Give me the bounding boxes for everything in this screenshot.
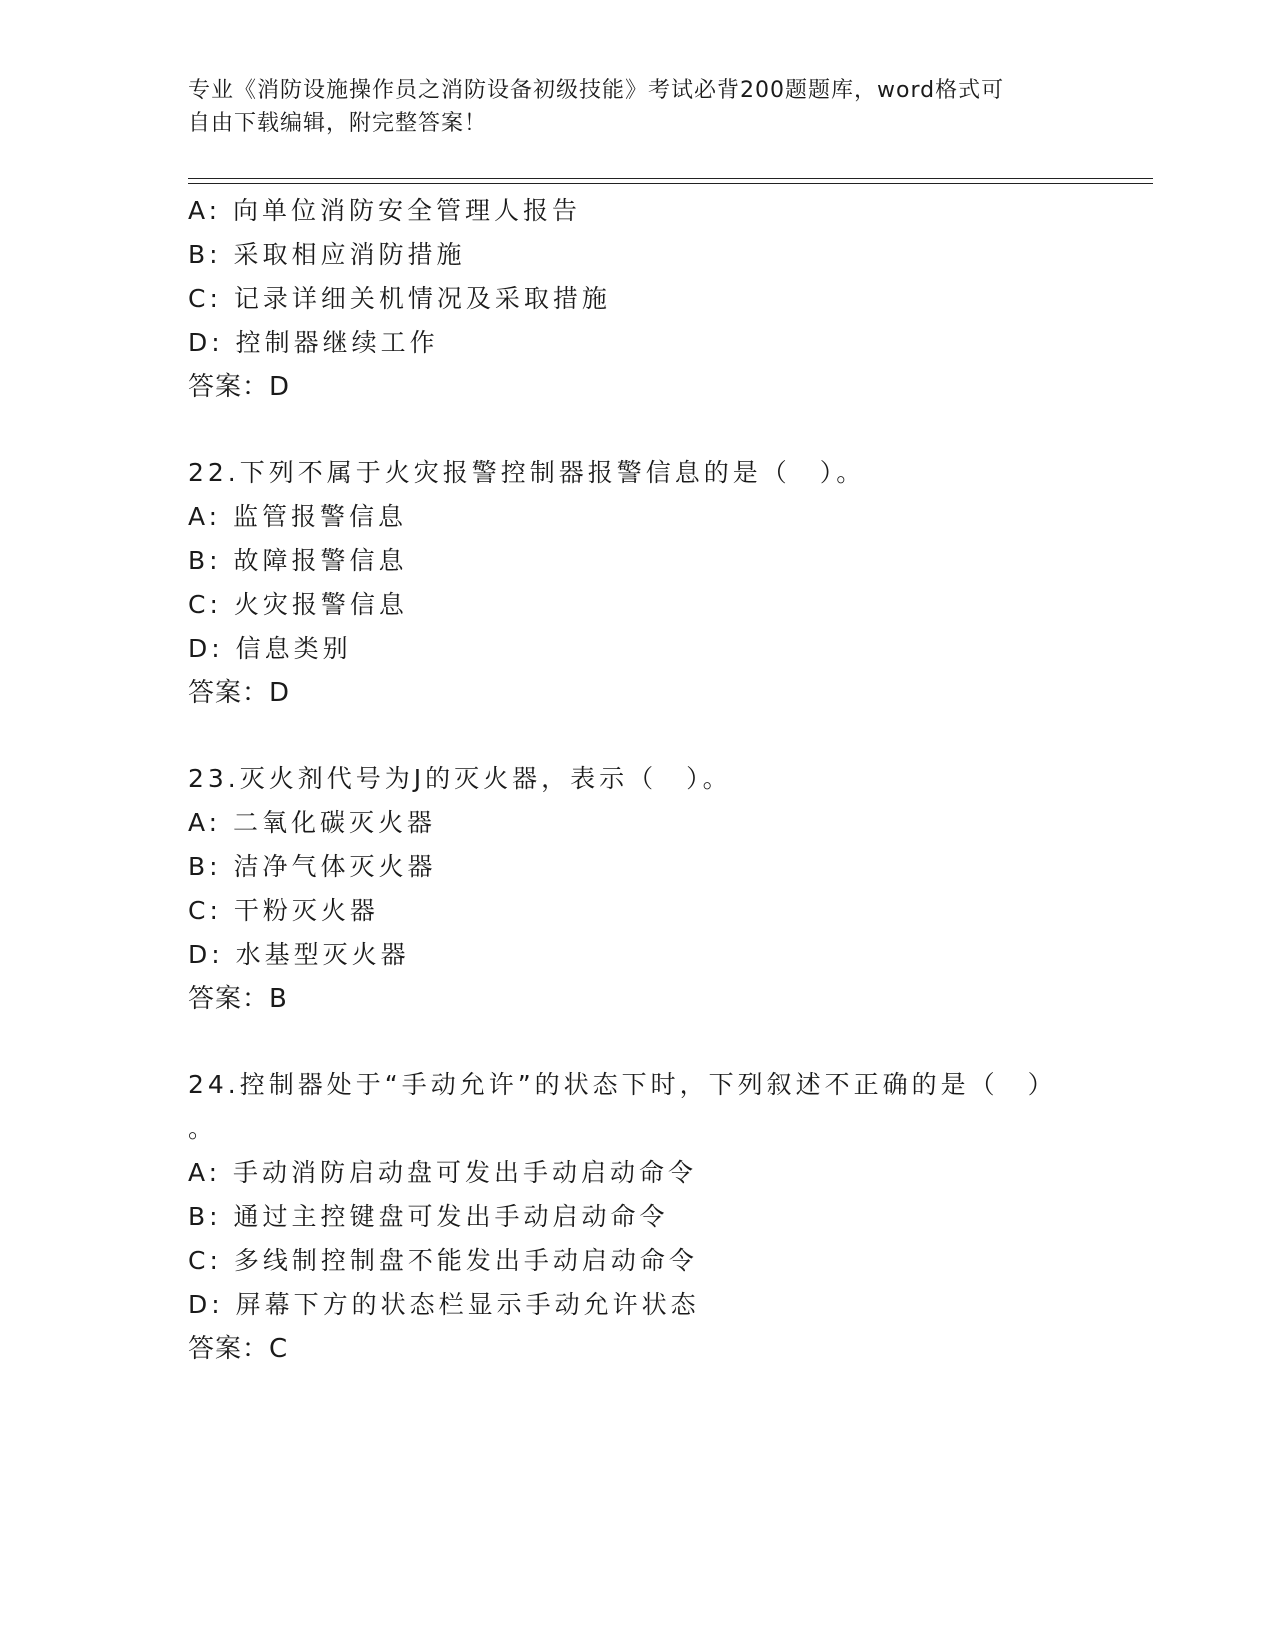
document-header [188, 74, 1088, 140]
q24-stem: 24.控制器处于“手动允许”的状态下时，下列叙述不正确的是（ ） [188, 1070, 1057, 1099]
q23-option-a: A: 二氧化碳灭火器 [188, 808, 437, 837]
q22-stem: 22.下列不属于火灾报警控制器报警信息的是（ ）。 [188, 458, 866, 487]
q23-option-b: B: 洁净气体灭火器 [188, 852, 437, 881]
q24-option-d: D: 屏幕下方的状态栏显示手动允许状态 [188, 1290, 700, 1319]
q24-option-c: C: 多线制控制盘不能发出手动启动命令 [188, 1246, 698, 1275]
q22-option-d: D: 信息类别 [188, 634, 352, 663]
q22-option-b: B: 故障报警信息 [188, 546, 408, 575]
q21-option-d: D: 控制器继续工作 [188, 328, 439, 357]
header-divider-top [188, 178, 1153, 179]
q21-option-a: A: 向单位消防安全管理人报告 [188, 196, 582, 225]
header-line-1: 专业《消防设施操作员之消防设备初级技能》考试必背200题题库，word格式可 [188, 78, 1005, 103]
q24-option-a: A: 手动消防启动盘可发出手动启动命令 [188, 1158, 698, 1187]
q24-stem-continuation: 。 [188, 1114, 218, 1143]
q23-option-c: C: 干粉灭火器 [188, 896, 379, 925]
header-line-2: 自由下载编辑，附完整答案！ [188, 111, 488, 136]
q24-option-b: B: 通过主控键盘可发出手动启动命令 [188, 1202, 669, 1231]
q22-option-c: C: 火灾报警信息 [188, 590, 408, 619]
q21-option-b: B: 采取相应消防措施 [188, 240, 466, 269]
header-divider-bottom [188, 183, 1153, 184]
q23-answer: 答案：B [188, 984, 288, 1014]
q24-answer: 答案：C [188, 1334, 289, 1364]
q21-option-c: C: 记录详细关机情况及采取措施 [188, 284, 611, 313]
q23-option-d: D: 水基型灭火器 [188, 940, 410, 969]
q21-answer: 答案：D [188, 372, 291, 402]
q22-answer: 答案：D [188, 678, 291, 708]
q23-stem: 23.灭火剂代号为J的灭火器，表示（ ）。 [188, 764, 732, 793]
q22-option-a: A: 监管报警信息 [188, 502, 408, 531]
